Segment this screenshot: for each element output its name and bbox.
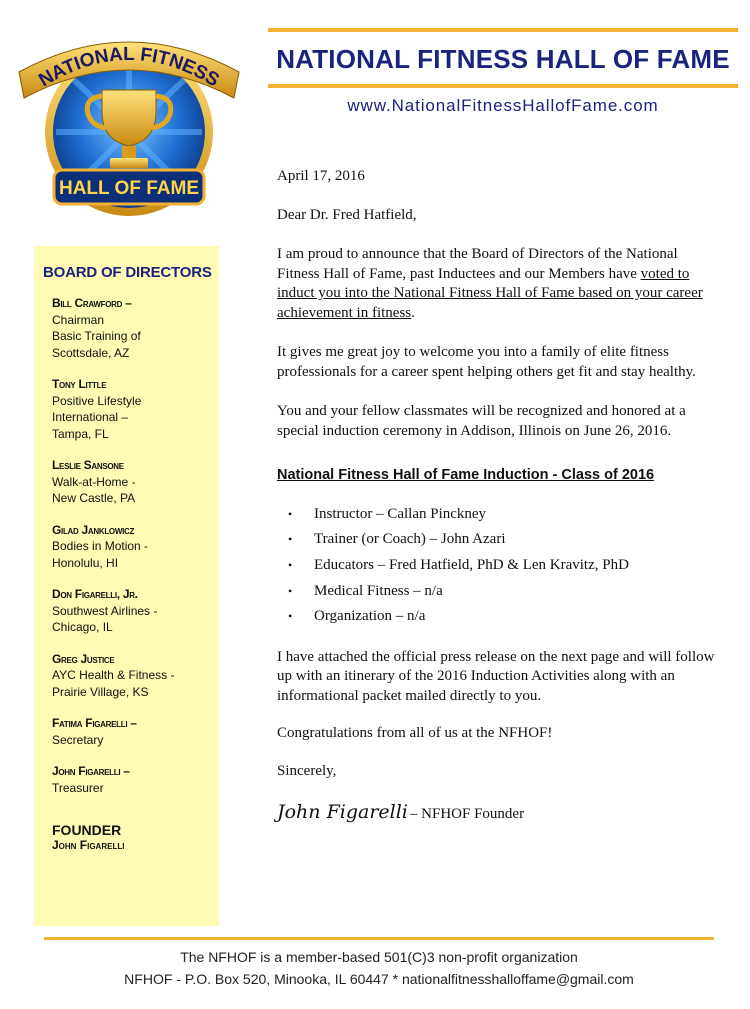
- list-item: [277, 606, 717, 632]
- member-name: Don Figarelli, Jr.: [52, 587, 138, 601]
- closing-text: Sincerely,: [277, 762, 337, 779]
- inductee-text: Organization – n/a: [314, 608, 426, 625]
- bullet: •: [288, 609, 293, 624]
- board-member: [52, 651, 219, 701]
- list-item: [277, 504, 717, 530]
- signature-line: [277, 803, 717, 825]
- board-member: [52, 763, 219, 796]
- board-member: [52, 715, 219, 748]
- bullet: •: [288, 532, 293, 547]
- letter-greeting: Dear Dr. Fred Hatfield,: [277, 206, 417, 223]
- member-detail: Walk-at-Home -: [52, 474, 136, 489]
- hall-of-fame-logo: [14, 20, 244, 230]
- member-detail: Positive Lifestyle: [52, 393, 142, 408]
- ceremony-paragraph: You and your fellow classmates will be recognized and honored at a special induction ceremony in Addison, Illinois on June 26, 2016.: [277, 403, 686, 439]
- member-detail: International –: [52, 410, 129, 424]
- induction-underlined-text: voted to induct you into the National Fitness Hall of Fame based on your career achievement in fitness: [277, 265, 703, 321]
- logo-top-text: NATIONAL FITNESS: [35, 43, 223, 92]
- member-name: Leslie Sansone: [52, 458, 124, 472]
- member-detail: Chairman: [52, 312, 105, 327]
- board-member: [52, 295, 219, 361]
- list-item: [277, 529, 717, 555]
- member-detail: Honolulu, HI: [52, 555, 119, 570]
- inductee-text: Trainer (or Coach) – John Azari: [314, 531, 506, 548]
- member-detail: Tampa, FL: [52, 426, 109, 441]
- class-heading: National Fitness Hall of Fame Induction - Class of 2016: [277, 467, 655, 483]
- founder-name: John Figarelli: [52, 838, 125, 852]
- footer-contact-line: NFHOF - P.O. Box 520, Minooka, IL 60447 * nationalfitnesshalloffame@gmail.com: [124, 971, 634, 987]
- board-member: [52, 522, 219, 572]
- inductee-list: [277, 504, 717, 632]
- member-detail: Bodies in Motion -: [52, 539, 149, 553]
- member-detail: Scottsdale, AZ: [52, 345, 130, 360]
- letter-date: April 17, 2016: [277, 168, 365, 184]
- bullet: •: [288, 506, 293, 521]
- inductee-text: Medical Fitness – n/a: [314, 582, 443, 599]
- member-detail: Southwest Airlines -: [52, 603, 158, 618]
- list-item: [277, 581, 717, 607]
- member-name: John Figarelli –: [52, 764, 130, 778]
- member-detail: New Castle, PA: [52, 491, 136, 505]
- member-name: Bill Crawford –: [52, 296, 132, 310]
- board-member: [52, 457, 219, 507]
- member-name: Gilad Janklowicz: [52, 522, 135, 537]
- member-detail: Secretary: [52, 732, 104, 747]
- member-name: Greg Justice: [52, 651, 115, 666]
- member-detail: Treasurer: [52, 780, 104, 795]
- board-member: [52, 586, 219, 636]
- inductee-text: Educators – Fred Hatfield, PhD & Len Kravitz, PhD: [314, 556, 629, 573]
- logo-bottom-text: HALL OF FAME: [58, 178, 200, 199]
- founder-title: FOUNDER: [52, 822, 122, 838]
- member-name: Fatima Figarelli –: [52, 716, 137, 730]
- org-website-link[interactable]: www.NationalFitnessHallofFame.com: [347, 96, 659, 115]
- header-bottom-rule: [268, 84, 738, 88]
- signature-title: – NFHOF Founder: [409, 806, 525, 823]
- footer-rule: [44, 937, 714, 940]
- org-title: NATIONAL FITNESS HALL OF FAME: [276, 44, 730, 74]
- member-detail: Prairie Village, KS: [52, 684, 149, 699]
- press-release-paragraph: I have attached the official press release on the next page and will follow up with an itinerary of the 2016 Induction Activities along with an informational packet mailed directly to you.: [277, 648, 715, 704]
- list-item: [277, 555, 717, 581]
- announcement-period: .: [411, 304, 415, 321]
- announcement-paragraph: [277, 245, 717, 323]
- congratulations-text: Congratulations from all of us at the NFHOF!: [277, 725, 553, 742]
- founder-block: [52, 822, 219, 852]
- member-detail: Basic Training of: [52, 329, 141, 343]
- sidebar-title: BOARD OF DIRECTORS: [43, 264, 212, 281]
- board-of-directors-sidebar: [34, 246, 219, 926]
- bullet: •: [288, 583, 293, 598]
- member-detail: Chicago, IL: [52, 620, 113, 634]
- board-member: [52, 376, 219, 442]
- header-top-rule: [268, 28, 738, 32]
- member-name: Tony Little: [52, 377, 107, 391]
- welcome-paragraph: It gives me great joy to welcome you into a family of elite fitness professionals for a career spent helping others get fit and stay healthy.: [277, 344, 696, 380]
- member-detail: AYC Health & Fitness -: [52, 668, 175, 682]
- footer-nonprofit-line: The NFHOF is a member-based 501(C)3 non-profit organization: [180, 949, 578, 965]
- announcement-text: I am proud to announce that the Board of Directors of the National Fitness Hall of Fame, past Inductees and our Members have: [277, 246, 678, 282]
- letter-body: [277, 167, 717, 825]
- bullet: •: [288, 557, 293, 572]
- signature: John Figarelli: [277, 801, 408, 824]
- inductee-text: Instructor – Callan Pinckney: [314, 505, 487, 522]
